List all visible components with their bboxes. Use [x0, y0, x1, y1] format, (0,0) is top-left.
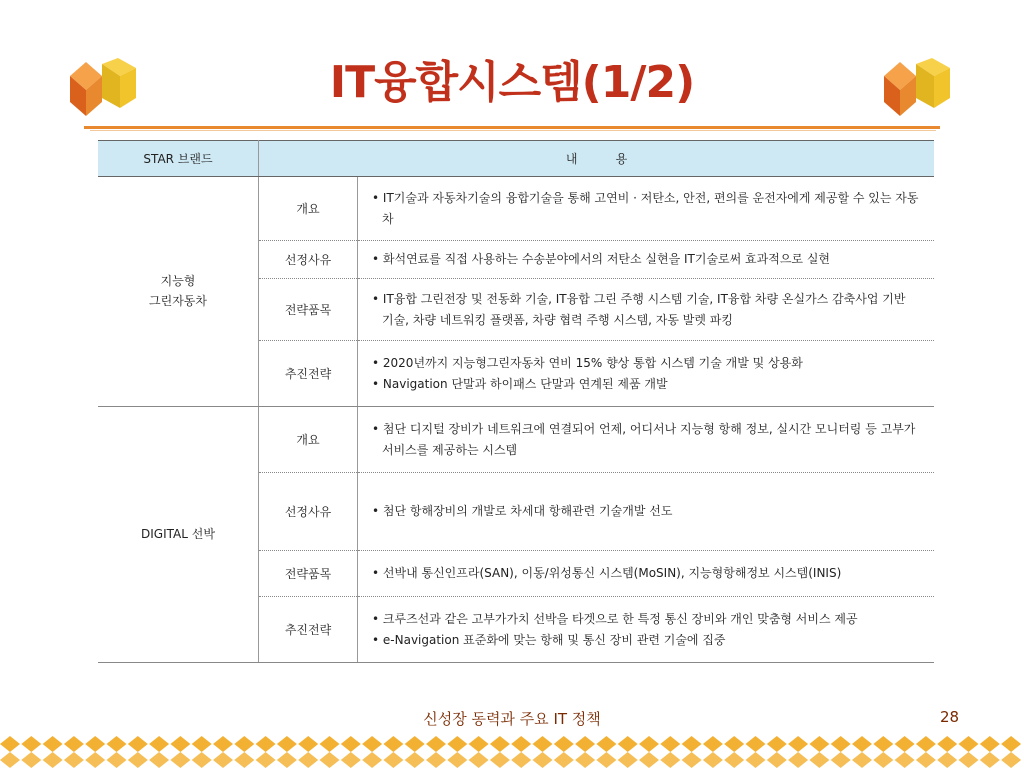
diamond-shape: [788, 752, 808, 768]
description-cell: [358, 407, 935, 473]
category-cell: 추진전략: [259, 341, 358, 407]
diamond-shape: [256, 736, 276, 752]
diamond-shape: [64, 752, 84, 768]
diamond-shape: [277, 736, 297, 752]
diamond-shape: [362, 752, 382, 768]
diamond-shape: [192, 736, 212, 752]
description-cell: [358, 341, 935, 407]
diamond-shape: [85, 752, 105, 768]
brand-cell-digital-ship: DIGITAL 선박: [98, 407, 259, 663]
category-cell: 선정사유: [259, 241, 358, 279]
diamond-shape: [831, 736, 851, 752]
diamond-shape: [746, 752, 766, 768]
bullet-item: • 2020년까지 지능형그린자동차 연비 15% 향상 통합 시스템 기술 개발 및 상용화: [372, 355, 803, 370]
diamond-shape: [298, 752, 318, 768]
diamond-shape: [596, 736, 616, 752]
description-cell: [358, 551, 935, 597]
diamond-shape: [469, 736, 489, 752]
bullet-item: • 선박내 통신인프라(SAN), 이동/위성통신 시스템(MoSIN), 지능형항해정보 시스템(INIS): [372, 566, 842, 580]
diamond-shape: [724, 736, 744, 752]
diamond-shape: [128, 736, 148, 752]
diamond-shape: [107, 752, 127, 768]
diamond-shape: [426, 752, 446, 768]
diamond-shape: [256, 752, 276, 768]
diamond-shape: [0, 752, 20, 768]
diamond-shape: [703, 752, 723, 768]
diamond-shape: [639, 752, 659, 768]
diamond-shape: [170, 752, 190, 768]
diamond-shape: [873, 752, 893, 768]
diamond-shape: [447, 752, 467, 768]
diamond-shape: [660, 752, 680, 768]
diamond-shape: [277, 752, 297, 768]
diamond-shape: [618, 752, 638, 768]
diamond-shape: [895, 736, 915, 752]
bullet-item: • 화석연료를 직접 사용하는 수송분야에서의 저탄소 실현을 IT기술로써 효과적으로 실현: [372, 252, 831, 266]
diamond-shape: [596, 752, 616, 768]
diamond-shape: [852, 752, 872, 768]
diamond-shape: [703, 736, 723, 752]
diamond-shape: [0, 736, 20, 752]
diamond-shape: [383, 752, 403, 768]
diamond-shape: [767, 736, 787, 752]
diamond-shape: [426, 736, 446, 752]
category-cell: 전략품목: [259, 279, 358, 341]
bullet-item: • Navigation 단말과 하이패스 단말과 연계된 제품 개발: [372, 376, 668, 391]
description-cell: [358, 241, 935, 279]
diamond-shape: [1001, 752, 1021, 768]
category-cell: 선정사유: [259, 473, 358, 551]
diamond-shape: [831, 752, 851, 768]
diamond-shape: [21, 736, 41, 752]
diamond-shape: [490, 736, 510, 752]
table-row: [98, 407, 934, 473]
diamond-shape: [234, 736, 254, 752]
table-header-row: [98, 141, 934, 177]
category-cell: 전략품목: [259, 551, 358, 597]
diamond-shape: [107, 736, 127, 752]
diamond-shape: [213, 736, 233, 752]
diamond-shape: [511, 736, 531, 752]
diamond-shape: [405, 736, 425, 752]
description-cell: [358, 177, 935, 241]
diamond-shape: [809, 752, 829, 768]
diamond-shape: [959, 736, 979, 752]
diamond-shape: [298, 736, 318, 752]
diamond-shape: [469, 752, 489, 768]
diamond-shape: [1001, 736, 1021, 752]
diamond-shape: [980, 752, 1000, 768]
diamond-shape: [746, 736, 766, 752]
brand-cell-green-car: 지능형 그린자동차: [98, 177, 259, 407]
diamond-shape: [618, 736, 638, 752]
slide-title: IT융합시스템(1/2): [329, 57, 695, 108]
diamond-shape: [490, 752, 510, 768]
diamond-shape: [447, 736, 467, 752]
diamond-shape: [320, 752, 340, 768]
description-cell: [358, 597, 935, 663]
star-brand-table: [98, 140, 934, 663]
diamond-shape: [682, 752, 702, 768]
diamond-shape: [320, 736, 340, 752]
diamond-shape: [554, 752, 574, 768]
table-row: [98, 177, 934, 241]
diamond-shape: [43, 736, 63, 752]
header-star-brand: STAR 브랜드: [98, 141, 259, 177]
diamond-shape: [554, 736, 574, 752]
diamond-shape: [362, 736, 382, 752]
bullet-item: • 크루즈선과 같은 고부가가치 선박을 타겟으로 한 특정 통신 장비와 개인 맞춤형 서비스 제공: [372, 611, 858, 626]
diamond-shape: [533, 736, 553, 752]
diamond-shape: [895, 752, 915, 768]
bullet-item: • e-Navigation 표준화에 맞는 항해 및 통신 장비 관련 기술에 집중: [372, 632, 726, 647]
bullet-item: • IT기술과 자동차기술의 융합기술을 통해 고연비 · 저탄소, 안전, 편의를 운전자에게 제공할 수 있는 자동차: [372, 190, 919, 226]
description-cell: [358, 473, 935, 551]
diamond-shape: [192, 752, 212, 768]
diamond-shape: [511, 752, 531, 768]
diamond-shape: [234, 752, 254, 768]
bullet-item: • 첨단 디지털 장비가 네트워크에 연결되어 언제, 어디서나 지능형 항해 정보, 실시간 모니터링 등 고부가 서비스를 제공하는 시스템: [372, 421, 916, 457]
diamond-shape: [809, 736, 829, 752]
bullet-item: • 첨단 항해장비의 개발로 차세대 항해관련 기술개발 선도: [372, 504, 673, 518]
diamond-shape: [682, 736, 702, 752]
description-cell: [358, 279, 935, 341]
diamond-shape: [149, 752, 169, 768]
diamond-shape: [937, 736, 957, 752]
footer-text: 신성장 동력과 주요 IT 정책: [423, 710, 601, 728]
bullet-item: • IT융합 그린전장 및 전동화 기술, IT융합 그린 주행 시스템 기술, IT융합 차량 온실가스 감축사업 기반 기술, 차량 네트워킹 플랫폼, 차량 협력 주행 시스템, 자동 발렛 파킹: [372, 291, 906, 327]
title-underline-light: [90, 130, 936, 131]
diamond-shape: [767, 752, 787, 768]
diamond-shape: [724, 752, 744, 768]
diamond-shape: [873, 736, 893, 752]
page-number: 28: [940, 708, 960, 726]
diamond-shape: [959, 752, 979, 768]
diamond-shape: [980, 736, 1000, 752]
category-cell: 개요: [259, 407, 358, 473]
diamond-shape: [213, 752, 233, 768]
header-content: 내 용: [259, 141, 935, 177]
diamond-shape: [575, 752, 595, 768]
diamond-shape: [852, 736, 872, 752]
diamond-shape: [85, 736, 105, 752]
diamond-shape: [788, 736, 808, 752]
category-cell: 추진전략: [259, 597, 358, 663]
diamond-shape: [916, 736, 936, 752]
diamond-shape: [43, 752, 63, 768]
diamond-border-decoration: [0, 736, 1024, 768]
diamond-shape: [916, 752, 936, 768]
title-underline: [84, 126, 940, 129]
diamond-shape: [405, 752, 425, 768]
diamond-shape: [575, 736, 595, 752]
diamond-shape: [341, 752, 361, 768]
diamond-shape: [533, 752, 553, 768]
diamond-shape: [128, 752, 148, 768]
diamond-shape: [64, 736, 84, 752]
diamond-shape: [660, 736, 680, 752]
diamond-shape: [639, 736, 659, 752]
diamond-shape: [937, 752, 957, 768]
diamond-shape: [383, 736, 403, 752]
category-cell: 개요: [259, 177, 358, 241]
diamond-shape: [149, 736, 169, 752]
diamond-shape: [21, 752, 41, 768]
diamond-shape: [170, 736, 190, 752]
diamond-shape: [341, 736, 361, 752]
